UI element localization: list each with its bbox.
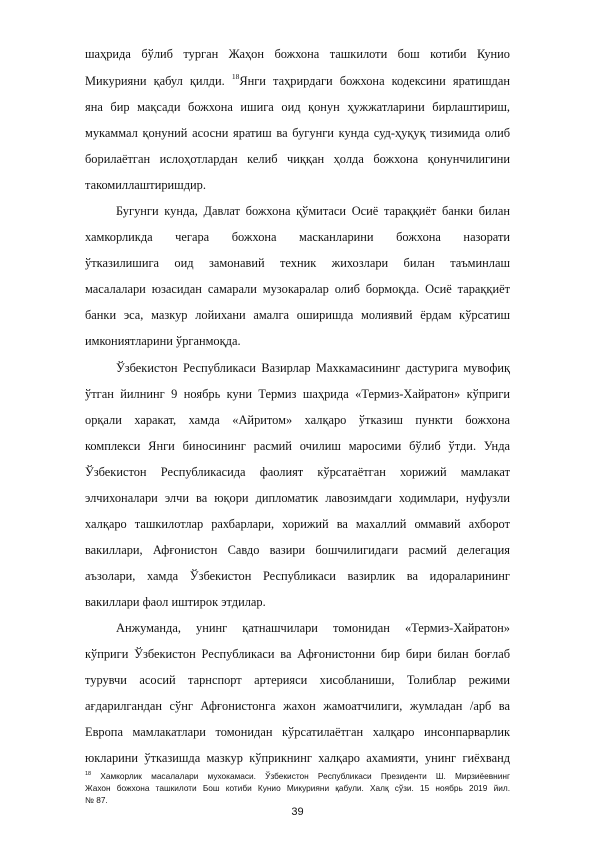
body-line: борилаётган ислоҳотлардан келиб чиққан ҳолда божхона қонунчилигини	[85, 152, 510, 166]
body-line: орқали харакат, хамда «Айритом» халқаро ўтказиш пункти божхона	[85, 413, 510, 427]
body-line	[85, 74, 510, 88]
body-line: вакиллари, Афғонистон Савдо вазири бошчилигидаги расмий делегация	[85, 543, 510, 557]
body-line: Европа мамлакатлари томонидан кўрсатилаётган халқаро инсонпарварлик	[85, 725, 510, 739]
body-line-part: Микурияни қабул қилди.	[85, 74, 225, 88]
body-line: имкониятларини ўрганмоқда.	[85, 334, 241, 348]
footnote-text: Хамкорлик масалалари мухокамаси. Ўзбекистон Республикаси Президенти Ш. Мирзиёевнинг	[100, 771, 510, 781]
body-line: турувчи асосий тарнспорт артерияси хисобланиши, Толиблар режими	[85, 673, 510, 687]
body-line: элчихоналари элчи ва юқори дипломатик лавозимдаги ходимлари, нуфузли	[85, 491, 510, 505]
body-line: юкларини ўтказишда мазкур кўприкнинг халқаро ахамияти, унинг гиёхванд	[85, 751, 510, 765]
body-line: ўтказилишига оид замонавий техник жихозлари билан таъминлаш	[85, 256, 510, 270]
footnote-reference[interactable]: 18	[231, 72, 240, 81]
body-line: вакиллари фаол иштирок этдилар.	[85, 595, 266, 609]
body-line: Ўзбекистон Республикаси Вазирлар Махкамасининг дастурига мувофиқ	[116, 361, 510, 375]
body-line: яна бир мақсади божхона ишига оид қонун ҳужжатларини бирлаштириш,	[85, 100, 510, 114]
body-line: Ўзбекистон Республикасида фаолият кўрсатаётган хорижий мамлакат	[85, 465, 510, 479]
body-line: шаҳрида бўлиб турган Жаҳон божхона ташкилоти бош котиби Кунио	[85, 47, 510, 61]
body-line: ағдарилгандан сўнг Афғонистонга жахон жамоатчилиги, жумладан /арб ва	[85, 699, 510, 713]
footnote-number: 18	[85, 771, 92, 777]
body-line: хамкорликда чегара божхона масканларини божхона назорати	[85, 230, 510, 244]
footnote-line	[85, 771, 510, 782]
body-line: Бугунги кунда, Давлат божхона қўмитаси Осиё тараққиёт банки билан	[116, 204, 510, 218]
page-number: 39	[291, 806, 304, 818]
body-line-part: Янги таҳрирдаги божхона кодексини яратишдан	[239, 74, 510, 88]
body-line: банки эса, мазкур лойихани амалга оширишда молиявий ёрдам кўрсатиш	[85, 308, 510, 322]
footnote-line: Жахон божхона ташкилоти Бош котиби Кунио Микурияни қабули. Халқ сўзи. 15 ноябрь 2019 йил.	[85, 783, 510, 793]
body-line: халқаро ташкилотлар рахбарлари, хорижий ва махаллий оммавий ахборот	[85, 517, 510, 531]
body-line: Анжуманда, унинг қатнашчилари томонидан «Термиз-Хайратон»	[116, 621, 510, 635]
footnote-line: № 87.	[85, 795, 108, 805]
body-line: аъзолари, хамда Ўзбекистон Республикаси вазирлик ва идораларининг	[85, 569, 510, 583]
body-line: масалалари юзасидан самарали музокаралар олиб бормоқда. Осиё тараққиёт	[85, 282, 510, 296]
body-line: кўприги Ўзбекистон Республикаси ва Афғонистонни бир бири билан боғлаб	[85, 647, 510, 661]
body-line: комплекси Янги биносининг расмий очилиш маросими бўлиб ўтди. Унда	[85, 439, 510, 453]
body-line: ўтган йилнинг 9 ноябрь куни Термиз шаҳрида «Термиз-Хайратон» кўприги	[85, 387, 510, 401]
body-line: мукаммал қонуний асосни яратиш ва бугунги кунда суд-ҳуқуқ тизимида олиб	[85, 126, 510, 140]
body-line: такомиллаштиришдир.	[85, 178, 206, 192]
